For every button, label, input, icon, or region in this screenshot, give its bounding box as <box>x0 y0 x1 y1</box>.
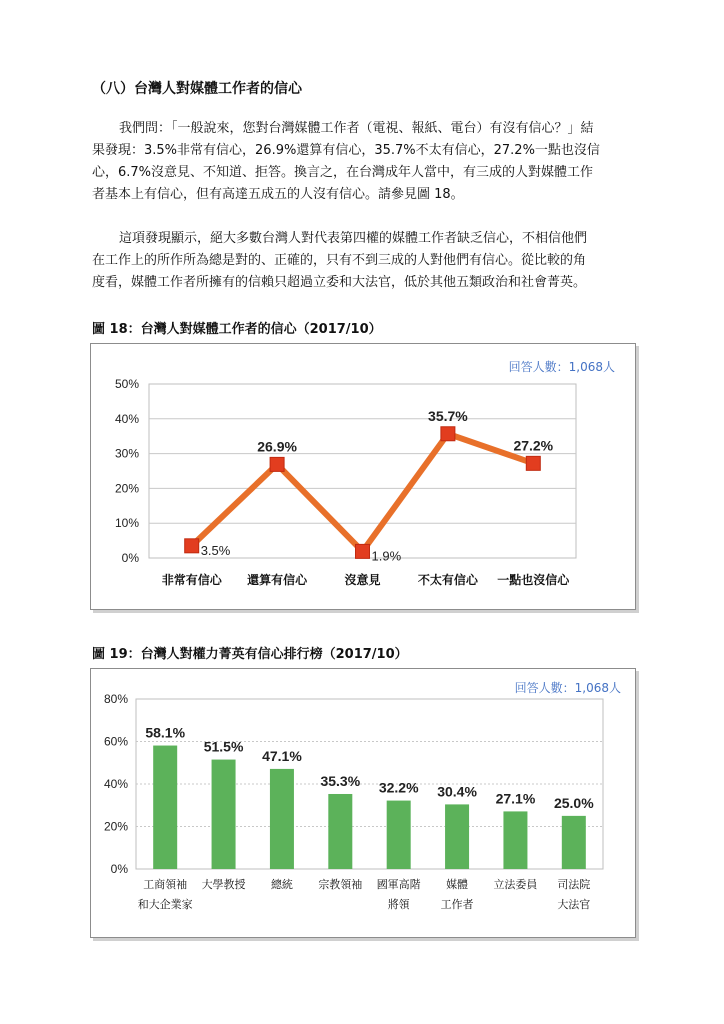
data-label: 25.0% <box>553 794 594 811</box>
paragraph-1-line-1: 我們問：「一般說來，您對台灣媒體工作者（電視、報紙、電台）有沒有信心？」結 <box>119 121 594 136</box>
bar <box>153 746 177 869</box>
data-label: 1.9% <box>371 548 402 564</box>
x-tick-label: 立法委員 <box>493 878 538 891</box>
line-chart <box>91 344 635 609</box>
data-label: 27.2% <box>513 437 554 454</box>
y-tick-label: 40% <box>103 777 128 791</box>
bar <box>445 804 469 869</box>
bar <box>270 769 294 869</box>
x-tick-label: 和大企業家 <box>137 898 193 911</box>
data-label: 51.5% <box>203 738 244 755</box>
respondents-note: 回答人數：1,068人 <box>514 681 621 695</box>
data-label: 27.1% <box>495 790 536 807</box>
paragraph-2-line-2: 在工作上的所作所為總是對的、正確的，只有不到三成的人對他們有信心。從比較的角 <box>92 253 587 268</box>
paragraph-1-line-2: 果發現：3.5%非常有信心，26.9%還算有信心，35.7%不太有信心，27.2%一點也沒信 <box>92 143 600 158</box>
x-tick-label: 將領 <box>387 898 410 911</box>
data-label: 32.2% <box>378 779 419 796</box>
bar <box>503 811 527 869</box>
x-tick-label: 大法官 <box>557 898 591 911</box>
bar <box>387 801 411 869</box>
data-label: 58.1% <box>145 724 186 741</box>
y-tick-label: 20% <box>114 481 139 496</box>
y-tick-label: 60% <box>103 734 128 749</box>
data-label: 47.1% <box>262 747 302 764</box>
data-label: 35.7% <box>428 407 468 424</box>
x-tick-label: 不太有信心 <box>417 573 478 587</box>
paragraph-1-line-3: 心，6.7%沒意見、不知道、拒答。換言之，在台灣成年人當中，有三成的人對媒體工作 <box>92 165 594 180</box>
figure-18-caption: 圖 18：台灣人對媒體工作者的信心（2017/10） <box>92 322 382 337</box>
data-point-marker <box>185 539 199 553</box>
x-tick-label: 一點也沒信心 <box>497 573 570 587</box>
y-tick-label: 30% <box>114 446 139 461</box>
paragraph-2 <box>92 228 640 294</box>
paragraph-2-line-3: 度看，媒體工作者所擁有的信賴只超過立委和大法官，低於其他五類政治和社會菁英。 <box>92 275 587 290</box>
x-tick-label: 媒體 <box>446 878 469 891</box>
data-label: 35.3% <box>320 772 361 789</box>
y-tick-label: 40% <box>114 411 139 426</box>
data-label: 3.5% <box>200 542 231 558</box>
data-point-marker <box>441 427 455 441</box>
y-tick-label: 80% <box>103 692 128 706</box>
x-tick-label: 工商領袖 <box>143 878 188 891</box>
paragraph-1-line-4: 者基本上有信心，但有高達五成五的人沒有信心。請參見圖 18。 <box>92 187 464 202</box>
bar <box>212 760 236 869</box>
figure-18-frame <box>90 343 636 610</box>
x-tick-label: 還算有信心 <box>247 573 308 587</box>
data-point-marker <box>356 544 370 558</box>
x-tick-label: 非常有信心 <box>161 573 222 587</box>
data-point-marker <box>526 456 540 470</box>
figure-19-caption: 圖 19：台灣人對權力菁英有信心排行榜（2017/10） <box>92 647 408 662</box>
x-tick-label: 沒意見 <box>344 573 381 587</box>
section-heading: （八）台灣人對媒體工作者的信心 <box>92 81 302 97</box>
y-tick-label: 0% <box>110 862 128 876</box>
x-tick-label: 大學教授 <box>201 878 246 891</box>
figure-19-frame <box>90 668 636 938</box>
respondents-note: 回答人數：1,068人 <box>508 360 615 374</box>
y-tick-label: 10% <box>114 516 139 531</box>
y-tick-label: 0% <box>121 551 139 565</box>
paragraph-1 <box>92 118 640 206</box>
x-tick-label: 宗教領袖 <box>318 878 363 891</box>
x-tick-label: 國軍高階 <box>376 878 421 891</box>
paragraph-2-line-1: 這項發現顯示，絕大多數台灣人對代表第四權的媒體工作者缺乏信心，不相信他們 <box>119 231 588 246</box>
x-tick-label: 工作者 <box>440 898 474 911</box>
x-tick-label: 總統 <box>270 878 293 891</box>
data-point-marker <box>270 457 284 471</box>
bar-chart <box>91 669 635 937</box>
data-label: 26.9% <box>257 438 297 455</box>
y-tick-label: 50% <box>114 377 139 391</box>
x-tick-label: 司法院 <box>557 878 591 891</box>
y-tick-label: 20% <box>103 819 128 834</box>
bar <box>328 794 352 869</box>
bar <box>562 816 586 869</box>
data-label: 30.4% <box>437 783 477 800</box>
plot-area <box>149 384 576 558</box>
